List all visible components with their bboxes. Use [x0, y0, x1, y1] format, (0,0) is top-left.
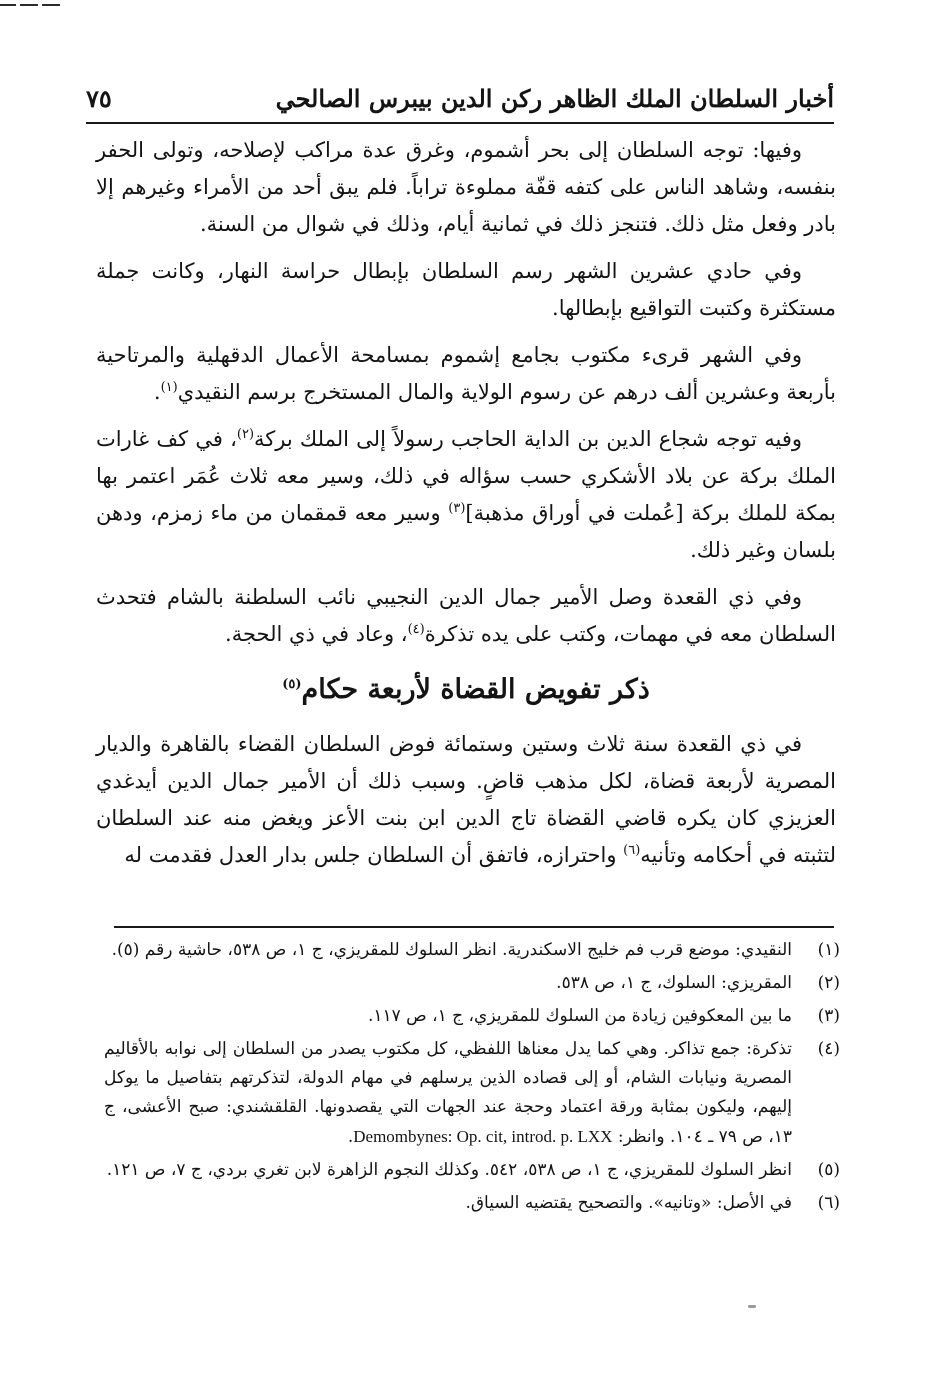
section-heading	[96, 671, 836, 708]
footnote-text	[104, 1035, 792, 1152]
footnote-number: (٦)	[817, 1193, 840, 1213]
footnote-item	[104, 1156, 840, 1185]
paragraph-3-end: .	[153, 380, 161, 404]
section-heading-text: ذكر تفويض القضاة لأربعة حكام	[301, 674, 650, 705]
paragraph-4-text-a: وفيه توجه شجاع الدين بن الداية الحاجب رسولاً إلى الملك بركة	[254, 427, 802, 451]
footnote-4-tail: .	[347, 1127, 354, 1147]
footnote-ref-5[interactable]: (٥)	[282, 677, 302, 692]
scan-mark-2	[20, 4, 38, 6]
paragraph-1: وفيها: توجه السلطان إلى بحر أشموم، وغرق عدة مراكب لإصلاحه، وتولى الحفر بنفسه، وشاهد الناس على كتفه قفّة مملوءة تراباً. فلم يبق أحد من الأمراء وغيرهم إلا بادر وفعل مثل ذلك. فتنجز ذلك في ثمانية أيام، وذلك في شوال من السنة.	[96, 138, 836, 236]
footnote-ref-3[interactable]: (٣)	[448, 501, 466, 516]
paragraph-2: وفي حادي عشرين الشهر رسم السلطان بإبطال حراسة النهار، وكانت جملة مستكثرة وكتبت التواقيع بإبطالها.	[96, 259, 836, 320]
paragraph-4-text-c: وسير معه قمقمان من ماء زمزم، ودهن بلسان وغير ذلك.	[96, 501, 836, 562]
scan-mark-1	[0, 4, 16, 6]
footnote-number: (٤)	[817, 1039, 840, 1059]
footnote-item	[104, 1002, 840, 1031]
scan-speck	[748, 1305, 756, 1308]
latin-citation: Demombynes: Op. cit, introd. p. LXX	[353, 1127, 613, 1146]
paragraph-5	[96, 579, 836, 653]
paragraph-4-text-b: ، في كف غارات الملك بركة عن بلاد الأشكري حسب سؤاله في ذلك، وسير معه ثلاث عُمَر اعتمر بها بمكة للملك بركة [عُملت في أوراق مذهبة]	[96, 427, 836, 525]
paragraph-6	[96, 726, 836, 874]
paragraph-5-text-a: وفي ذي القعدة وصل الأمير جمال الدين النجيبي نائب السلطنة بالشام فتحدث السلطان معه في مهمات، وكتب على يده تذكرة	[96, 585, 836, 646]
footnote-text: في الأصل: «وتانيه». والتصحيح يقتضيه السياق.	[465, 1193, 792, 1213]
footnote-number: (٢)	[817, 973, 840, 993]
footnotes	[104, 936, 840, 1222]
paragraph-3	[96, 337, 836, 411]
paragraph-4	[96, 421, 836, 569]
main-text	[96, 132, 836, 884]
paragraph-6-text-b: واحترازه، فاتفق أن السلطان جلس بدار العدل فقدمت له	[124, 843, 624, 867]
page-header	[86, 82, 834, 124]
footnote-divider	[114, 926, 834, 928]
running-title: أخبار السلطان الملك الظاهر ركن الدين بيبرس الصالحي	[275, 84, 834, 113]
footnote-item	[104, 1035, 840, 1152]
footnote-ref-2[interactable]: (٢)	[236, 427, 255, 442]
footnote-item	[104, 969, 840, 998]
footnote-text: انظر السلوك للمقريزي، ج ١، ص ٥٣٨، ٥٤٢. وكذلك النجوم الزاهرة لابن تغري بردي، ج ٧، ص ١٢١.	[106, 1160, 792, 1180]
footnote-ref-1[interactable]: (١)	[160, 380, 178, 395]
footnote-ref-4[interactable]: (٤)	[407, 622, 425, 637]
footnote-text: النقيدي: موضع قرب فم خليج الاسكندرية. انظر السلوك للمقريزي، ج ١، ص ٥٣٨، حاشية رقم (٥).	[111, 940, 792, 960]
footnote-text: ما بين المعكوفين زيادة من السلوك للمقريزي، ج ١، ص ١١٧.	[367, 1006, 792, 1026]
footnote-item	[104, 1189, 840, 1218]
scan-mark-3	[42, 4, 60, 6]
footnote-text: المقريزي: السلوك، ج ١، ص ٥٣٨.	[556, 973, 792, 993]
page-number: ٧٥	[86, 84, 112, 113]
footnote-item	[104, 936, 840, 965]
footnote-number: (٣)	[817, 1006, 840, 1026]
footnote-number: (١)	[817, 940, 840, 960]
paragraph-3-text: وفي الشهر قرىء مكتوب بجامع إشموم بمسامحة الأعمال الدقهلية والمرتاحية بأربعة وعشرين ألف درهم عن رسوم الولاية والمال المستخرج برسم النقيدي	[96, 343, 836, 404]
footnote-number: (٥)	[817, 1160, 840, 1180]
paragraph-5-text-b: ، وعاد في ذي الحجة.	[225, 622, 408, 646]
footnote-ref-6[interactable]: (٦)	[623, 843, 641, 858]
paragraph-6-text-a: في ذي القعدة سنة ثلاث وستين وستمائة فوض السلطان القضاء بالقاهرة والديار المصرية لأربعة قضاة، لكل مذهب قاضٍ. وسبب ذلك أن الأمير جمال الدين أيدغدي العزيزي كان يكره قاضي القضاة تاج الدين ابن بنت الأعز ويغض منه عند السلطان لتثبته في أحكامه وتأنيه	[96, 732, 836, 867]
footnote-4-text: تذكرة: جمع تذاكر. وهي كما يدل معناها اللفظي، كل مكتوب يصدر من السلطان إلى نوابه بالأقاليم المصرية ونيابات الشام، أو إلى قصاده الذين يرسلهم في مهام الدولة، لتذكرتهم بتفاصيل ما يوكل إليهم، وليكون بمثابة ورقة اعتماد وحجة عند الجهات التي يقصدونها. القلقشندي: صبح الأعشى، ج ١٣، ص ٧٩ ـ ١٠٤. وانظر:	[104, 1039, 792, 1147]
